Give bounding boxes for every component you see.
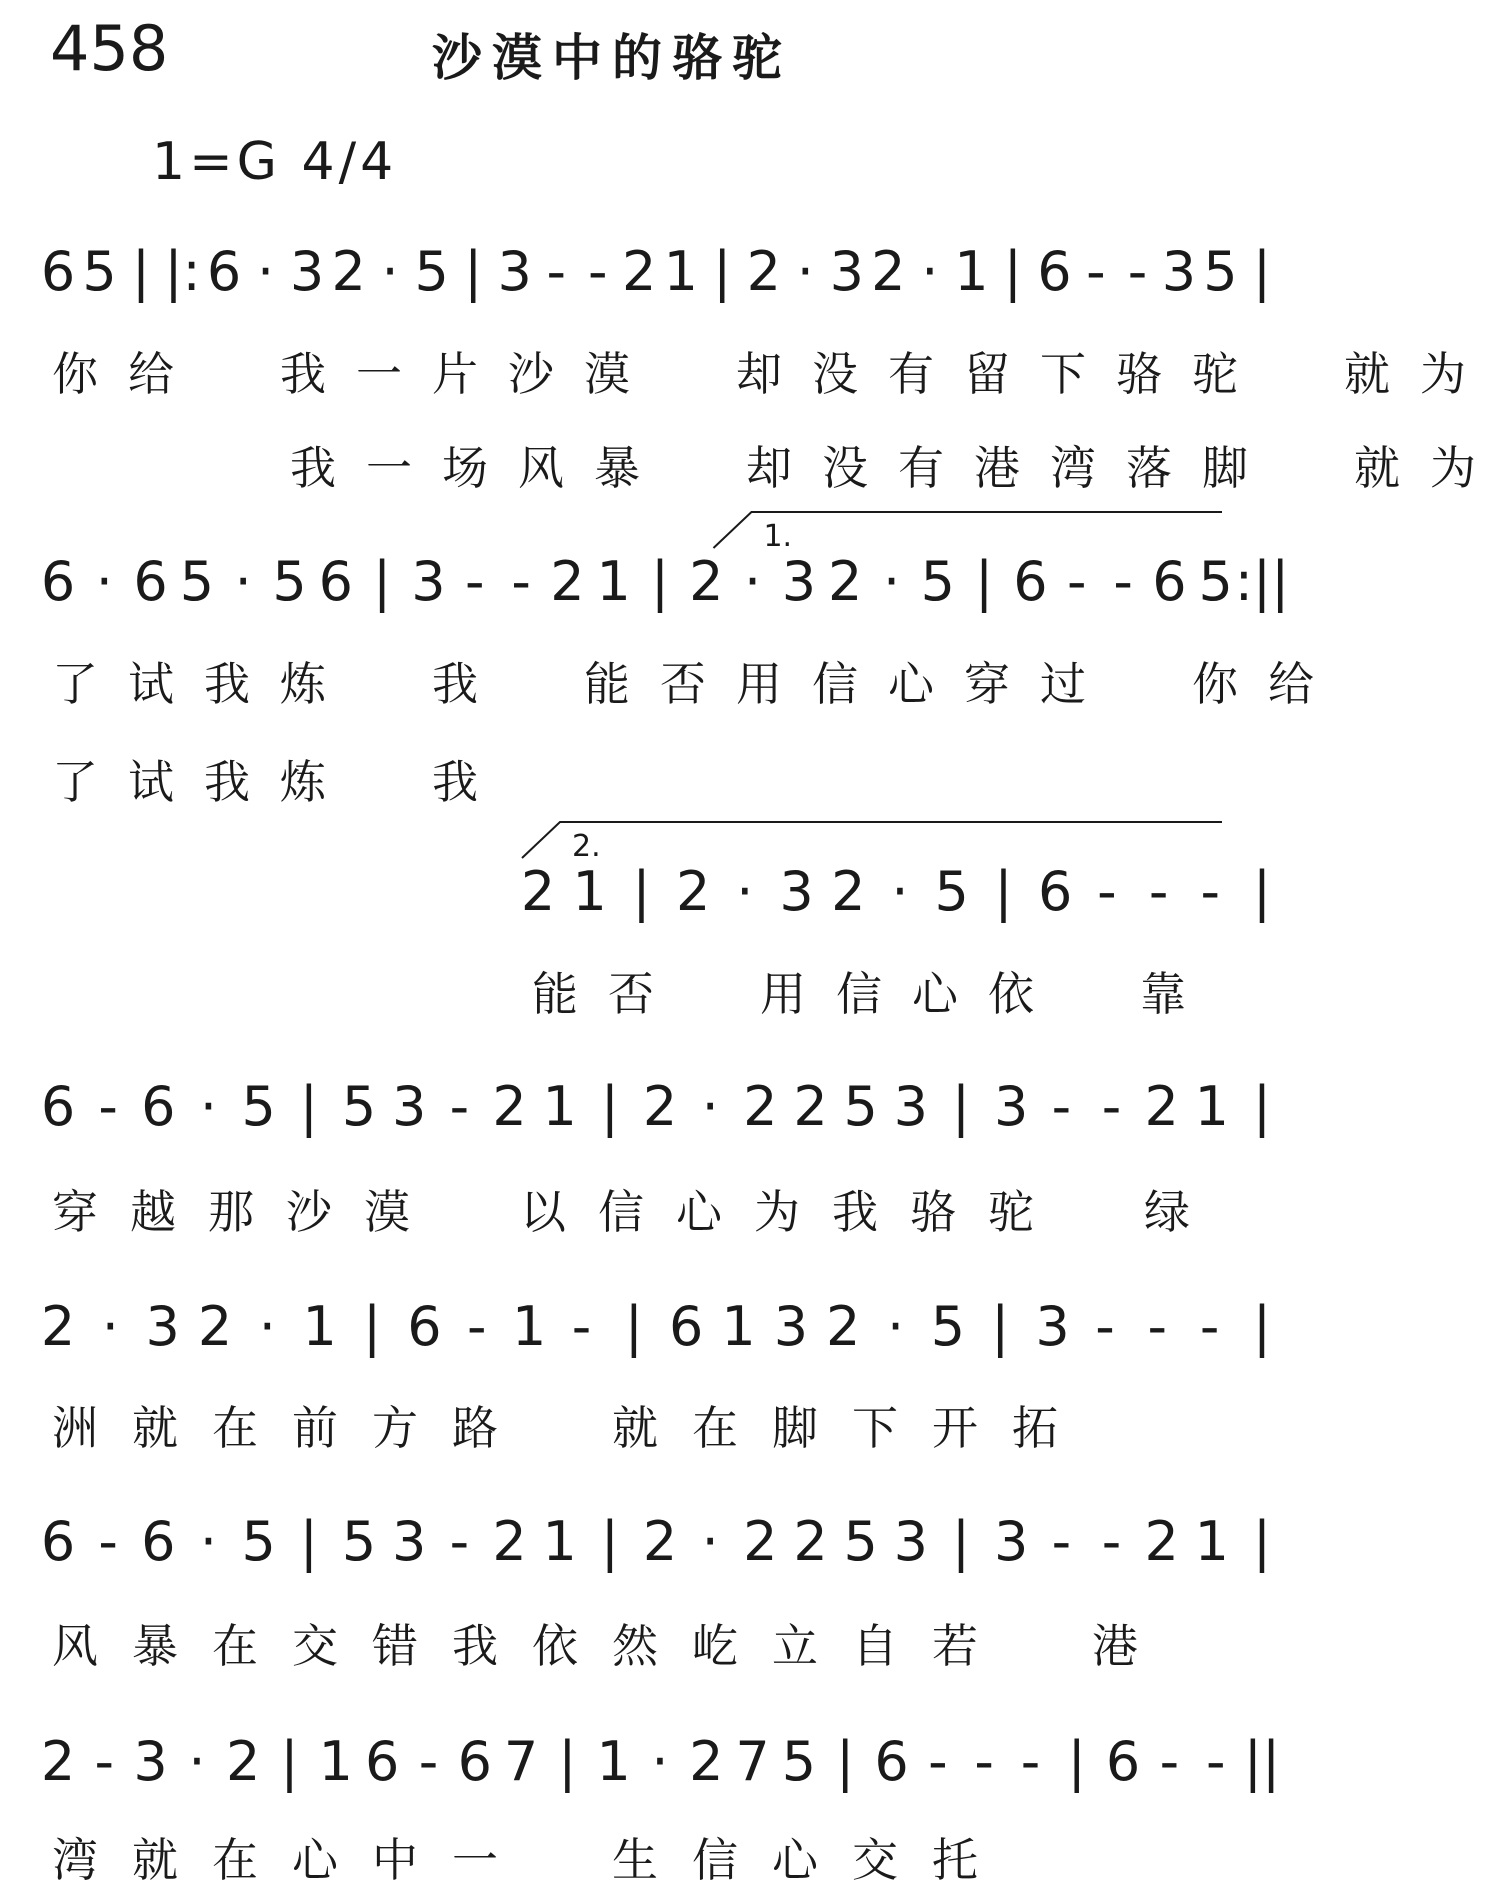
note: 3 xyxy=(829,240,865,303)
note: 2 xyxy=(622,240,657,303)
note: 5 xyxy=(930,1295,966,1358)
note: | xyxy=(713,240,732,303)
song-title: 沙漠中的骆驼 xyxy=(432,29,792,87)
note: 2 xyxy=(871,240,906,303)
lyrics-line: 能否 用信心依 靠 xyxy=(532,967,1216,1021)
note: · xyxy=(199,1075,218,1138)
note: | xyxy=(975,550,994,613)
note: 5 xyxy=(82,240,117,303)
note: 3 xyxy=(993,1075,1029,1138)
note: | xyxy=(1252,1075,1272,1138)
note: 3 xyxy=(781,550,817,613)
note: | xyxy=(624,1295,643,1358)
note: 6 xyxy=(1152,550,1187,613)
note: | xyxy=(600,1075,619,1138)
note: 6 xyxy=(141,1510,176,1573)
note: 6 xyxy=(141,1075,176,1138)
note: 6 xyxy=(1037,860,1073,923)
note: · xyxy=(257,240,275,303)
note: 2 xyxy=(642,1075,678,1138)
lyrics-line: 了试我炼 我 xyxy=(52,755,508,809)
note: 1 xyxy=(596,1730,631,1793)
note: 2 xyxy=(492,1075,527,1138)
note: | xyxy=(558,1730,577,1793)
note: · xyxy=(234,550,252,613)
note: - xyxy=(1200,860,1221,923)
lyrics-line: 我一场风暴 却没有港湾落脚 就为 xyxy=(138,441,1506,495)
note: · xyxy=(744,550,762,613)
note: 6 xyxy=(206,240,242,303)
note: 3 xyxy=(145,1295,180,1358)
note: - xyxy=(928,1730,948,1793)
note: | xyxy=(1252,240,1272,303)
note: 5 xyxy=(934,860,969,923)
note: | xyxy=(632,860,651,923)
note: 3 xyxy=(773,1295,809,1358)
note: 2 xyxy=(793,1075,828,1138)
note: |: xyxy=(164,240,201,303)
note: 5 xyxy=(1198,550,1233,613)
note: - xyxy=(1086,240,1106,303)
note: - xyxy=(418,1730,439,1793)
lyrics-line: 湾就在心中一 生信心交托 xyxy=(52,1833,1012,1887)
volta-bracket xyxy=(522,822,1222,858)
note: 5 xyxy=(341,1075,377,1138)
note: 3 xyxy=(391,1510,427,1573)
note: 5 xyxy=(843,1075,878,1138)
note: 6 xyxy=(457,1730,492,1793)
note: 6 xyxy=(874,1730,909,1793)
note: 2 xyxy=(1144,1075,1179,1138)
note: 3 xyxy=(133,1730,168,1793)
note: - xyxy=(1101,1510,1122,1573)
note: - xyxy=(1051,1510,1072,1573)
note: · xyxy=(701,1510,719,1573)
note: - xyxy=(1067,550,1087,613)
note: | xyxy=(836,1730,855,1793)
note: - xyxy=(1113,550,1133,613)
note: 1 xyxy=(542,1075,577,1138)
note: - xyxy=(546,240,566,303)
note: 3 xyxy=(779,860,814,923)
note: 2 xyxy=(746,240,781,303)
note: 2 xyxy=(550,550,585,613)
note: 2 xyxy=(520,860,556,923)
note: | xyxy=(131,240,151,303)
note: 6 xyxy=(1105,1730,1141,1793)
volta-number: 2. xyxy=(572,829,601,864)
note: 6 xyxy=(407,1295,442,1358)
note: 7 xyxy=(735,1730,770,1793)
note: 1 xyxy=(1194,1510,1230,1573)
note: · xyxy=(891,860,909,923)
note: :|| xyxy=(1234,550,1290,613)
note: | xyxy=(464,240,483,303)
note: 2 xyxy=(331,240,366,303)
note: 2 xyxy=(642,1510,678,1573)
lyrics-line: 风暴在交错我依然屹立自若 港 xyxy=(52,1619,1172,1673)
note: - xyxy=(511,550,531,613)
note: | xyxy=(299,1075,318,1138)
note: 1 xyxy=(1194,1075,1230,1138)
note: - xyxy=(467,1295,487,1358)
note: 2 xyxy=(831,860,866,923)
note: - xyxy=(1199,1295,1220,1358)
note: 2 xyxy=(226,1730,261,1793)
note: 3 xyxy=(893,1510,929,1573)
note: 2 xyxy=(1144,1510,1179,1573)
note: - xyxy=(449,1075,470,1138)
note: - xyxy=(1020,1730,1041,1793)
note: 2 xyxy=(40,1730,76,1793)
key-signature: 1=G 4/4 xyxy=(152,132,398,192)
note: - xyxy=(98,1075,118,1138)
note: 6 xyxy=(40,240,76,303)
note: 2 xyxy=(689,1730,724,1793)
note: - xyxy=(465,550,485,613)
note: - xyxy=(1127,240,1148,303)
note: 5 xyxy=(920,550,956,613)
note: 6 xyxy=(668,1295,704,1358)
note: | xyxy=(1252,1295,1272,1358)
lyrics-line: 你给 我一片沙漠 却没有留下骆驼 就为 xyxy=(52,347,1496,401)
note: - xyxy=(98,1510,118,1573)
note: 6 xyxy=(1013,550,1048,613)
note: - xyxy=(587,240,608,303)
note: 3 xyxy=(893,1075,929,1138)
note: | xyxy=(994,860,1013,923)
note: | xyxy=(1067,1730,1086,1793)
note: · xyxy=(886,1295,905,1358)
note: 5 xyxy=(1203,240,1238,303)
note: | xyxy=(991,1295,1010,1358)
note: - xyxy=(1159,1730,1180,1793)
note: 3 xyxy=(1035,1295,1070,1358)
lyrics-line: 穿越那沙漠 以信心为我骆驼 绿 xyxy=(52,1185,1222,1239)
note: | xyxy=(951,1510,971,1573)
note: 2 xyxy=(492,1510,527,1573)
note: - xyxy=(1097,860,1117,923)
note: 1 xyxy=(596,550,631,613)
note: 3 xyxy=(1161,240,1197,303)
note: 6 xyxy=(133,550,168,613)
note: · xyxy=(381,240,399,303)
note: 2 xyxy=(689,550,724,613)
note: 5 xyxy=(843,1510,878,1573)
note: 5 xyxy=(341,1510,377,1573)
note: - xyxy=(1051,1075,1072,1138)
volta-number: 1. xyxy=(763,519,793,554)
note: | xyxy=(1252,860,1272,923)
note: - xyxy=(1205,1730,1226,1793)
note: · xyxy=(101,1295,119,1358)
note: 6 xyxy=(40,550,76,613)
lyrics-line: 洲就在前方路 就在脚下开拓 xyxy=(52,1401,1092,1455)
note: 5 xyxy=(241,1510,276,1573)
note: · xyxy=(95,550,113,613)
note: · xyxy=(701,1075,719,1138)
note: - xyxy=(1148,860,1169,923)
note: 5 xyxy=(272,550,307,613)
note: · xyxy=(651,1730,669,1793)
note: 1 xyxy=(663,240,698,303)
note: - xyxy=(571,1295,592,1358)
note: | xyxy=(362,1295,382,1358)
note: 2 xyxy=(675,860,711,923)
note: · xyxy=(199,1510,218,1573)
note: | xyxy=(650,550,670,613)
note: || xyxy=(1243,1730,1281,1793)
note: · xyxy=(188,1730,206,1793)
note: 5 xyxy=(414,240,449,303)
note: 6 xyxy=(1037,240,1072,303)
note: | xyxy=(600,1510,619,1573)
note: 3 xyxy=(391,1075,427,1138)
note: 2 xyxy=(40,1295,76,1358)
note: · xyxy=(736,860,754,923)
note: | xyxy=(373,550,392,613)
note: 2 xyxy=(793,1510,828,1573)
note: - xyxy=(974,1730,994,1793)
note: | xyxy=(280,1730,299,1793)
note: 6 xyxy=(40,1075,76,1138)
note: 1 xyxy=(954,240,989,303)
note: 2 xyxy=(743,1510,778,1573)
note: | xyxy=(1252,1510,1272,1573)
note: - xyxy=(449,1510,470,1573)
note: | xyxy=(1003,240,1022,303)
note: 3 xyxy=(993,1510,1029,1573)
note: 6 xyxy=(364,1730,400,1793)
note: - xyxy=(1095,1295,1115,1358)
note: 1 xyxy=(542,1510,577,1573)
note: | xyxy=(299,1510,318,1573)
note: 3 xyxy=(411,550,446,613)
note: | xyxy=(951,1075,971,1138)
note: 2 xyxy=(197,1295,233,1358)
note: 3 xyxy=(289,240,325,303)
note: 6 xyxy=(318,550,354,613)
note: 2 xyxy=(826,1295,861,1358)
note: 6 xyxy=(40,1510,76,1573)
note: - xyxy=(1147,1295,1168,1358)
hymn-number: 458 xyxy=(50,12,169,85)
lyrics-line: 了试我炼 我 能否用信心穿过 你给 xyxy=(52,657,1344,711)
note: · xyxy=(258,1295,276,1358)
note: · xyxy=(796,240,814,303)
note: 1 xyxy=(572,860,607,923)
note: 5 xyxy=(781,1730,817,1793)
note: 5 xyxy=(179,550,215,613)
note: 2 xyxy=(743,1075,778,1138)
note: 1 xyxy=(318,1730,354,1793)
note: 2 xyxy=(828,550,863,613)
note: 3 xyxy=(497,240,532,303)
note: 1 xyxy=(511,1295,547,1358)
note: - xyxy=(1101,1075,1122,1138)
note: · xyxy=(882,550,901,613)
note: 1 xyxy=(721,1295,756,1358)
note: 1 xyxy=(302,1295,337,1358)
note: 7 xyxy=(503,1730,539,1793)
note: - xyxy=(94,1730,115,1793)
note: 5 xyxy=(241,1075,276,1138)
note: · xyxy=(921,240,939,303)
